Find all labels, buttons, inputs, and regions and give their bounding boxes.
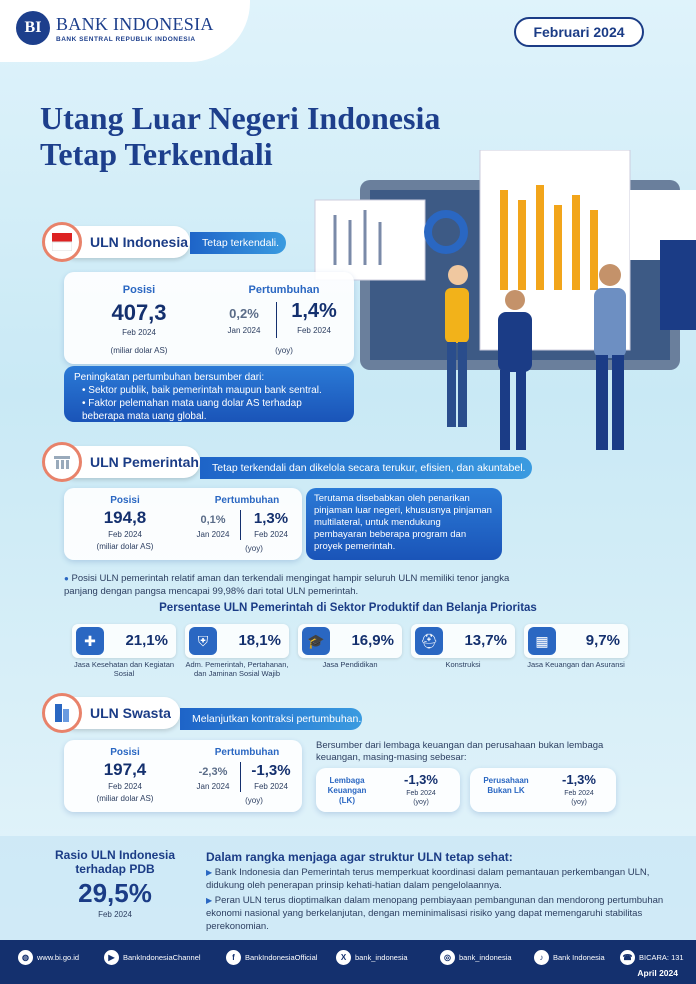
rasio-label-line-1: Rasio ULN Indonesia xyxy=(54,848,176,862)
growth-curr-date: Feb 2024 xyxy=(254,782,288,791)
period-badge: Februari 2024 xyxy=(514,17,644,47)
pertumbuhan-label: Pertumbuhan xyxy=(214,747,280,758)
uln-pemerintah-note xyxy=(64,572,534,598)
footer-link-text: bank_indonesia xyxy=(355,953,408,962)
youtube-icon: ▶ xyxy=(104,950,119,965)
bukan-lk-value: -1,3% xyxy=(562,772,596,787)
footer-link-text: bank_indonesia xyxy=(459,953,512,962)
bukan-lk-unit: (yoy) xyxy=(571,799,587,806)
pertumbuhan-label: Pertumbuhan xyxy=(214,495,280,506)
footer-link-text: www.bi.go.id xyxy=(37,953,80,962)
footer xyxy=(0,940,696,984)
rasio-point-text: Bank Indonesia dan Pemerintah terus memperkuat koordinasi dalam pemantauan perkembangan ULN, didukung oleh penerapan prinsip kehati-hatian dalam pengelolaannya. xyxy=(206,867,650,891)
side-panel xyxy=(660,240,696,330)
uln-indonesia-note: Peningkatan pertumbuhan bersumber dari: • Sektor publik, baik pemerintah maupun bank sentral. • Faktor pelemahan mata uang dolar AS terhadap beberapa mata uang global. xyxy=(64,366,354,422)
growth-prev: 0,2% xyxy=(229,306,259,321)
rasio-date: Feb 2024 xyxy=(98,910,132,919)
uln-indonesia-band: Tetap terkendali. xyxy=(190,232,286,254)
hard-hat-icon: ⛑ xyxy=(415,627,443,655)
sector-card xyxy=(524,624,628,658)
instagram-icon: ◎ xyxy=(440,950,455,965)
growth-prev: 0,1% xyxy=(200,514,226,526)
growth-prev-date: Jan 2024 xyxy=(196,782,230,791)
rasio-point-text: Peran ULN terus dioptimalkan dalam menopang pembiayaan pembangunan dan mendorong pertumbuhan ekonomi nasional yang berkelanjutan, dengan meminimalisasi risiko yang dapat memengaruhi stabilitas perekonomian. xyxy=(206,895,664,932)
uln-swasta-band: Melanjutkan kontraksi pertumbuhan. xyxy=(180,708,362,730)
uln-swasta-source: Bersumber dari lembaga keuangan dan perusahaan bukan lembaga keuangan, masing-masing sebesar: xyxy=(316,740,604,763)
syringe-icon: ✚ xyxy=(76,627,104,655)
business-analytics-illustration xyxy=(300,150,696,460)
sector-card xyxy=(185,624,289,658)
footer-link[interactable] xyxy=(18,950,79,965)
rasio-label xyxy=(30,848,200,876)
footer-link[interactable] xyxy=(440,950,512,965)
uln-swasta-label: ULN Swasta xyxy=(90,705,171,721)
flag-icon xyxy=(42,222,82,262)
uln-swasta-card xyxy=(64,740,302,812)
sector-label: Jasa Pendidikan xyxy=(322,660,378,669)
growth-prev-date: Jan 2024 xyxy=(227,326,261,335)
bukan-lk-card xyxy=(470,768,616,812)
sector-percent: 21,1% xyxy=(125,632,168,649)
posisi-unit: (miliar dolar AS) xyxy=(96,542,154,551)
sector-label: Konstruksi xyxy=(445,660,481,669)
posisi-label: Posisi xyxy=(110,747,140,758)
triangle-bullet-icon: ▶ xyxy=(206,868,213,877)
sector-label: Jasa Keuangan dan Asuransi xyxy=(527,660,625,669)
posisi-unit: (miliar dolar AS) xyxy=(110,346,168,355)
footer-link[interactable] xyxy=(336,950,408,965)
sector-percent: 13,7% xyxy=(464,632,507,649)
footer-link-text: BankIndonesiaOfficial xyxy=(245,953,318,962)
growth-curr-date: Feb 2024 xyxy=(297,326,331,335)
bukan-lk-date: Feb 2024 xyxy=(564,790,594,797)
growth-prev-date: Jan 2024 xyxy=(196,530,230,539)
sector-title: Persentase ULN Pemerintah di Sektor Produktif dan Belanja Prioritas xyxy=(159,602,537,614)
bank-name: BANK INDONESIA xyxy=(56,14,214,34)
sector-card xyxy=(298,624,402,658)
growth-curr: -1,3% xyxy=(251,762,291,779)
rasio-label-line-2: terhadap PDB xyxy=(75,862,155,876)
rasio-headline: Dalam rangka menjaga agar struktur ULN tetap sehat: xyxy=(206,850,513,864)
lk-date: Feb 2024 xyxy=(406,790,436,797)
sector-percent: 9,7% xyxy=(585,632,620,649)
bukan-lk-label: Perusahaan Bukan LK xyxy=(483,776,529,795)
person-blue-sitting xyxy=(498,290,532,450)
note-text: Posisi ULN pemerintah relatif aman dan terkendali mengingat hampir seluruh ULN memiliki tenor jangka panjang dengan pangsa mencapai 99,98% dari total ULN pemerintah. xyxy=(64,573,510,597)
x-icon: X xyxy=(336,950,351,965)
uln-indonesia-card xyxy=(64,272,354,364)
sector-card xyxy=(411,624,515,658)
bicara-icon: ☎ xyxy=(620,950,635,965)
sector-percent: 18,1% xyxy=(238,632,281,649)
divider xyxy=(240,510,241,540)
uln-indonesia-label: ULN Indonesia xyxy=(90,234,189,250)
sector-label: Adm. Pemerintah, Pertahanan, dan Jaminan Sosial Wajib xyxy=(185,660,289,678)
growth-unit: (yoy) xyxy=(245,544,263,553)
growth-curr: 1,4% xyxy=(291,300,337,322)
calculator-icon: ▦ xyxy=(528,627,556,655)
rasio-point xyxy=(206,894,666,933)
posisi-date: Feb 2024 xyxy=(122,328,156,337)
posisi-value: 194,8 xyxy=(103,508,147,527)
divider xyxy=(276,302,277,338)
posisi-unit: (miliar dolar AS) xyxy=(96,794,154,803)
rasio-point xyxy=(206,866,666,892)
uln-pemerintah-label: ULN Pemerintah xyxy=(90,454,199,470)
posisi-label: Posisi xyxy=(122,284,156,296)
bank-subtitle: BANK SENTRAL REPUBLIK INDONESIA xyxy=(56,36,196,43)
footer-link-text: BICARA: 131 xyxy=(639,953,684,962)
posisi-date: Feb 2024 xyxy=(108,530,142,539)
growth-unit: (yoy) xyxy=(275,346,293,355)
lk-card xyxy=(316,768,460,812)
sector-percent: 16,9% xyxy=(351,632,394,649)
posisi-date: Feb 2024 xyxy=(108,782,142,791)
uln-pemerintah-card xyxy=(64,488,302,560)
sector-card xyxy=(72,624,176,658)
triangle-bullet-icon: ▶ xyxy=(206,896,213,905)
note-item: Faktor pelemahan mata uang dolar AS terhadap beberapa mata uang global. xyxy=(82,398,302,422)
candle-chart-board xyxy=(315,200,425,280)
facebook-icon: f xyxy=(226,950,241,965)
growth-prev: -2,3% xyxy=(198,766,228,778)
bullet-icon: ● xyxy=(64,574,69,583)
uln-pemerintah-reason: Terutama disebabkan oleh penarikan pinjaman luar negeri, khususnya pinjaman multilateral, untuk mendukung pembayaran beberapa program dan proyek pemerintah. xyxy=(306,488,502,560)
globe-icon: ◍ xyxy=(18,950,33,965)
bank-indonesia-logo-icon: BI xyxy=(16,11,50,45)
posisi-label: Posisi xyxy=(110,495,140,506)
title-line-2: Tetap Terkendali xyxy=(40,136,273,172)
footer-link[interactable] xyxy=(226,950,317,965)
posisi-value: 197,4 xyxy=(103,760,147,779)
government-building-icon xyxy=(42,442,82,482)
growth-curr-date: Feb 2024 xyxy=(254,530,288,539)
lk-unit: (yoy) xyxy=(413,799,429,806)
footer-link[interactable] xyxy=(534,950,605,965)
tiktok-icon: ♪ xyxy=(534,950,549,965)
shield-icon: ⛨ xyxy=(189,627,217,655)
footer-link[interactable] xyxy=(620,950,684,965)
lk-value: -1,3% xyxy=(404,772,438,787)
growth-curr: 1,3% xyxy=(253,510,289,527)
note-item: Sektor publik, baik pemerintah maupun bank sentral. xyxy=(88,385,322,396)
uln-pemerintah-band: Tetap terkendali dan dikelola secara terukur, efisien, dan akuntabel. xyxy=(200,457,532,479)
growth-unit: (yoy) xyxy=(245,796,263,805)
office-building-icon xyxy=(42,693,82,733)
footer-link-text: BankIndonesiaChannel xyxy=(123,953,201,962)
footer-date: April 2024 xyxy=(637,968,678,978)
footer-link-text: Bank Indonesia xyxy=(553,953,605,962)
divider xyxy=(240,762,241,792)
note-intro: Peningkatan pertumbuhan bersumber dari: xyxy=(74,372,265,383)
footer-link[interactable] xyxy=(104,950,201,965)
rasio-value: 29,5% xyxy=(78,878,152,908)
posisi-value: 407,3 xyxy=(111,300,167,325)
lk-label: Lembaga Keuangan (LK) xyxy=(327,776,367,805)
title-line-1: Utang Luar Negeri Indonesia xyxy=(40,100,441,136)
sector-label: Jasa Kesehatan dan Kegiatan Sosial xyxy=(73,660,175,678)
person-standing xyxy=(594,264,626,450)
pertumbuhan-label: Pertumbuhan xyxy=(248,284,320,296)
graduation-cap-icon: 🎓 xyxy=(302,627,330,655)
